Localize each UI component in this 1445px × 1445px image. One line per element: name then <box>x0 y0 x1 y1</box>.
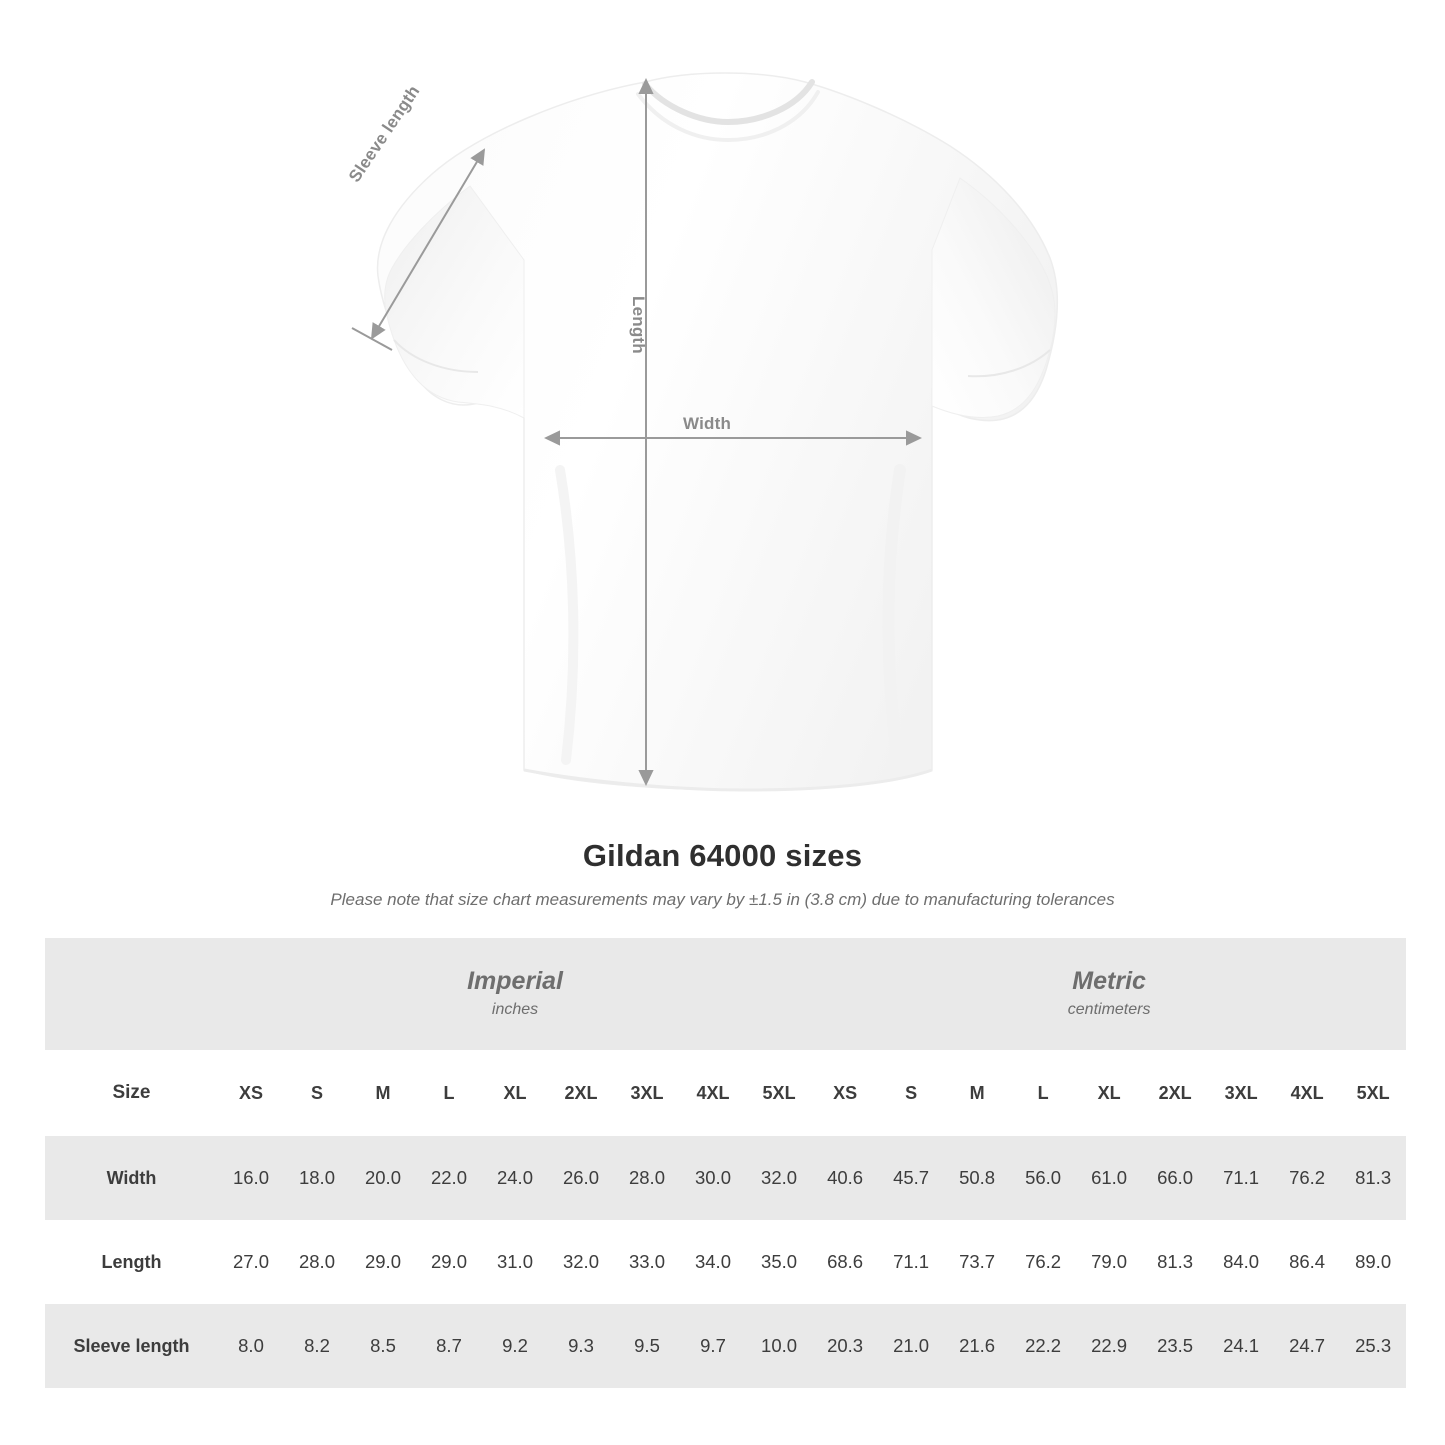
cell-length-metric-5: 81.3 <box>1142 1220 1208 1304</box>
cell-width-imperial-2: 20.0 <box>350 1136 416 1220</box>
cell-sleeve-metric-0: 20.3 <box>812 1304 878 1388</box>
size-col-imperial-4: XL <box>482 1050 548 1136</box>
cell-sleeve-metric-6: 24.1 <box>1208 1304 1274 1388</box>
cell-width-metric-3: 56.0 <box>1010 1136 1076 1220</box>
cell-length-metric-8: 89.0 <box>1340 1220 1406 1304</box>
cell-length-metric-7: 86.4 <box>1274 1220 1340 1304</box>
cell-width-imperial-5: 26.0 <box>548 1136 614 1220</box>
cell-length-metric-1: 71.1 <box>878 1220 944 1304</box>
size-header-row <box>45 1050 1406 1136</box>
cell-width-metric-5: 66.0 <box>1142 1136 1208 1220</box>
table-row <box>45 1304 1406 1388</box>
cell-length-metric-6: 84.0 <box>1208 1220 1274 1304</box>
unit-header-spacer <box>45 938 218 1050</box>
metric-header <box>812 938 1406 1050</box>
cell-sleeve-metric-1: 21.0 <box>878 1304 944 1388</box>
length-label: Length <box>629 296 648 354</box>
cell-length-metric-2: 73.7 <box>944 1220 1010 1304</box>
cell-length-imperial-3: 29.0 <box>416 1220 482 1304</box>
size-table-wrapper <box>45 938 1400 1388</box>
size-col-imperial-7: 4XL <box>680 1050 746 1136</box>
cell-width-metric-4: 61.0 <box>1076 1136 1142 1220</box>
cell-width-imperial-6: 28.0 <box>614 1136 680 1220</box>
size-col-imperial-6: 3XL <box>614 1050 680 1136</box>
cell-length-imperial-6: 33.0 <box>614 1220 680 1304</box>
cell-width-metric-8: 81.3 <box>1340 1136 1406 1220</box>
right-sleeve <box>932 178 1055 418</box>
row-label-sleeve-length: Sleeve length <box>45 1304 218 1388</box>
cell-length-imperial-4: 31.0 <box>482 1220 548 1304</box>
cell-sleeve-imperial-4: 9.2 <box>482 1304 548 1388</box>
cell-width-metric-6: 71.1 <box>1208 1136 1274 1220</box>
cell-width-metric-2: 50.8 <box>944 1136 1010 1220</box>
metric-subtitle: centimeters <box>1067 1000 1151 1018</box>
row-label-length: Length <box>45 1220 218 1304</box>
cell-sleeve-imperial-5: 9.3 <box>548 1304 614 1388</box>
cell-width-imperial-8: 32.0 <box>746 1136 812 1220</box>
unit-header-row <box>45 938 1406 1050</box>
cell-length-imperial-8: 35.0 <box>746 1220 812 1304</box>
cell-sleeve-metric-8: 25.3 <box>1340 1304 1406 1388</box>
size-corner-label: Size <box>45 1050 218 1136</box>
size-col-metric-2: M <box>944 1050 1010 1136</box>
size-col-metric-5: 2XL <box>1142 1050 1208 1136</box>
cell-width-metric-7: 76.2 <box>1274 1136 1340 1220</box>
cell-width-imperial-3: 22.0 <box>416 1136 482 1220</box>
cell-width-metric-1: 45.7 <box>878 1136 944 1220</box>
cell-width-imperial-7: 30.0 <box>680 1136 746 1220</box>
page-title: Gildan 64000 sizes <box>582 838 863 873</box>
cell-length-imperial-5: 32.0 <box>548 1220 614 1304</box>
tolerance-note: Please note that size chart measurements may vary by ±1.5 in (3.8 cm) due to manufacturing tolerances <box>330 890 1115 909</box>
size-col-metric-1: S <box>878 1050 944 1136</box>
cell-sleeve-imperial-7: 9.7 <box>680 1304 746 1388</box>
size-col-metric-0: XS <box>812 1050 878 1136</box>
cell-sleeve-metric-2: 21.6 <box>944 1304 1010 1388</box>
cell-sleeve-imperial-1: 8.2 <box>284 1304 350 1388</box>
cell-width-imperial-1: 18.0 <box>284 1136 350 1220</box>
cell-width-imperial-0: 16.0 <box>218 1136 284 1220</box>
size-col-imperial-0: XS <box>218 1050 284 1136</box>
size-col-metric-4: XL <box>1076 1050 1142 1136</box>
sleeve-tick <box>352 328 392 350</box>
cell-sleeve-metric-4: 22.9 <box>1076 1304 1142 1388</box>
metric-title: Metric <box>1072 966 1146 995</box>
size-table <box>45 938 1406 1388</box>
size-col-metric-3: L <box>1010 1050 1076 1136</box>
size-col-imperial-2: M <box>350 1050 416 1136</box>
size-col-imperial-8: 5XL <box>746 1050 812 1136</box>
sleeve-length-label: Sleeve length <box>345 81 424 186</box>
cell-length-imperial-0: 27.0 <box>218 1220 284 1304</box>
table-row <box>45 1220 1406 1304</box>
row-label-width: Width <box>45 1136 218 1220</box>
width-label: Width <box>683 414 732 433</box>
size-col-metric-8: 5XL <box>1340 1050 1406 1136</box>
cell-sleeve-metric-3: 22.2 <box>1010 1304 1076 1388</box>
cell-length-imperial-1: 28.0 <box>284 1220 350 1304</box>
cell-sleeve-imperial-0: 8.0 <box>218 1304 284 1388</box>
cell-length-metric-4: 79.0 <box>1076 1220 1142 1304</box>
cell-length-metric-0: 68.6 <box>812 1220 878 1304</box>
size-col-imperial-5: 2XL <box>548 1050 614 1136</box>
cell-length-imperial-7: 34.0 <box>680 1220 746 1304</box>
cell-length-imperial-2: 29.0 <box>350 1220 416 1304</box>
size-col-metric-7: 4XL <box>1274 1050 1340 1136</box>
imperial-header <box>218 938 812 1050</box>
cell-sleeve-imperial-2: 8.5 <box>350 1304 416 1388</box>
cell-sleeve-imperial-3: 8.7 <box>416 1304 482 1388</box>
size-col-imperial-1: S <box>284 1050 350 1136</box>
cell-sleeve-metric-7: 24.7 <box>1274 1304 1340 1388</box>
cell-length-metric-3: 76.2 <box>1010 1220 1076 1304</box>
table-row <box>45 1136 1406 1220</box>
cell-sleeve-imperial-8: 10.0 <box>746 1304 812 1388</box>
cell-sleeve-imperial-6: 9.5 <box>614 1304 680 1388</box>
imperial-subtitle: inches <box>491 1000 539 1018</box>
cell-sleeve-metric-5: 23.5 <box>1142 1304 1208 1388</box>
size-col-metric-6: 3XL <box>1208 1050 1274 1136</box>
cell-width-metric-0: 40.6 <box>812 1136 878 1220</box>
imperial-title: Imperial <box>467 966 563 995</box>
cell-width-imperial-4: 24.0 <box>482 1136 548 1220</box>
size-col-imperial-3: L <box>416 1050 482 1136</box>
